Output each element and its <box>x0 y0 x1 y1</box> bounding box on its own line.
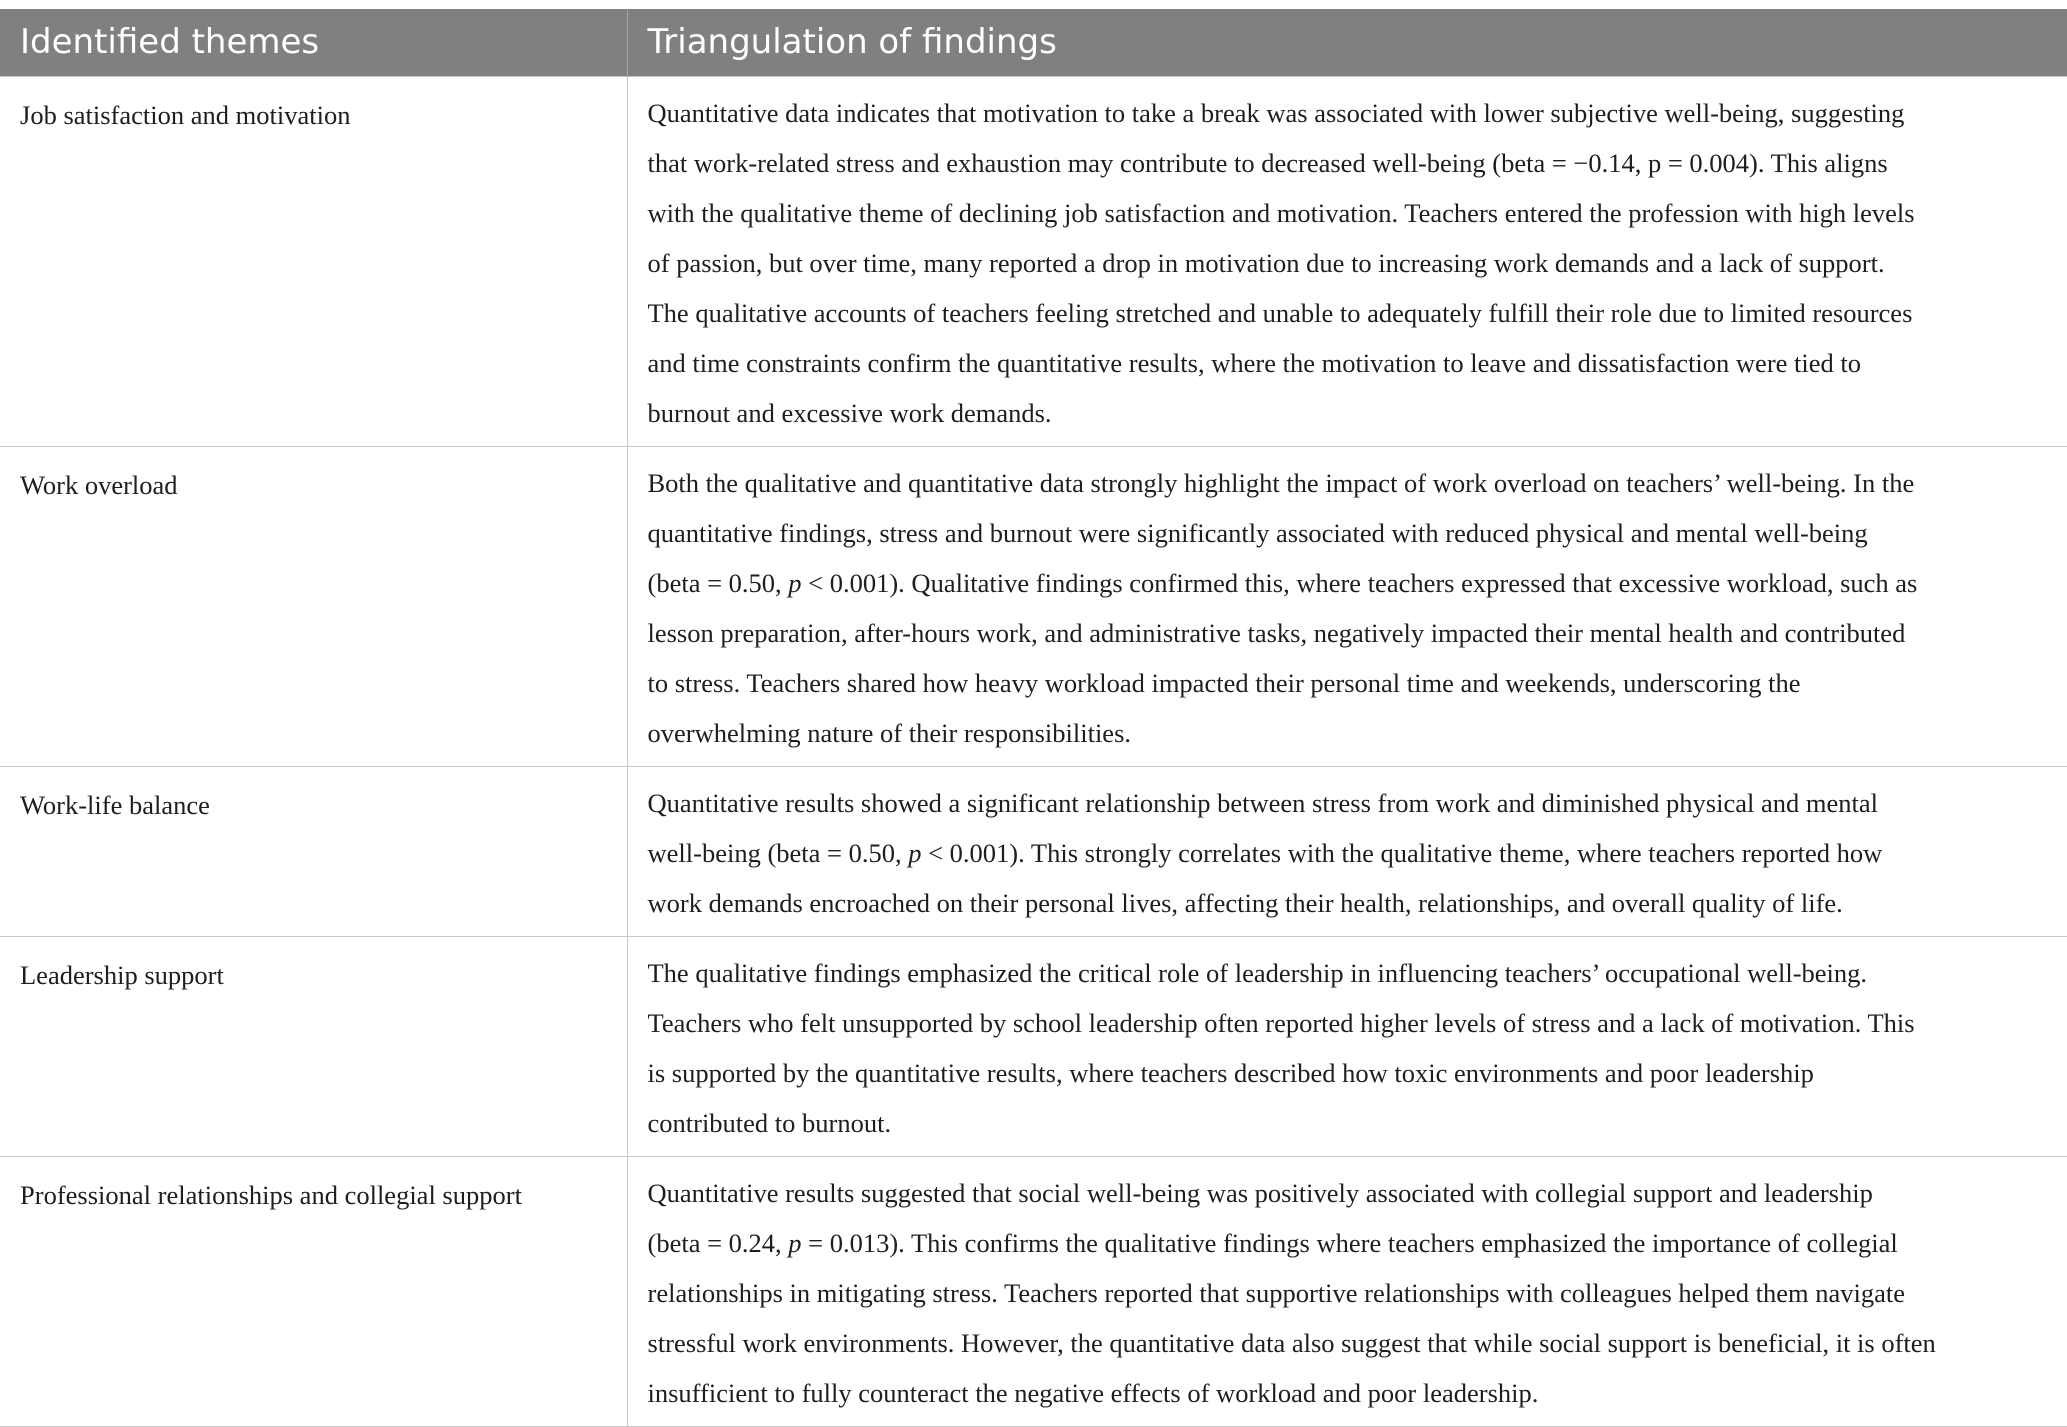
finding-cell <box>627 766 2067 936</box>
table-row <box>0 766 2067 936</box>
finding-line: burnout and excessive work demands. <box>647 397 1052 428</box>
finding-line: insufficient to fully counteract the negative effects of workload and poor leadership. <box>647 1377 1539 1408</box>
theme-cell <box>0 766 627 936</box>
table-header <box>0 9 2067 76</box>
header-triangulation-of-findings: Triangulation of findings <box>627 9 2067 76</box>
theme-cell <box>0 936 627 1156</box>
finding-line: and time constraints confirm the quantitative results, where the motivation to leave and dissatisfaction were tied to <box>647 347 1862 378</box>
theme-label: Leadership support <box>20 959 224 990</box>
finding-line: stressful work environments. However, the quantitative data also suggest that while social support is beneficial, it is often <box>647 1327 1936 1358</box>
finding-cell <box>627 76 2067 446</box>
theme-label: Job satisfaction and motivation <box>20 99 351 130</box>
table-row <box>0 76 2067 446</box>
finding-line: to stress. Teachers shared how heavy workload impacted their personal time and weekends, underscoring the <box>647 667 1801 698</box>
finding-line: Teachers who felt unsupported by school leadership often reported higher levels of stress and a lack of motivation. This <box>647 1007 1915 1038</box>
finding-line: The qualitative accounts of teachers feeling stretched and unable to adequately fulfill their role due to limited resources <box>647 297 1913 328</box>
finding-line: with the qualitative theme of declining job satisfaction and motivation. Teachers entered the profession with high levels <box>647 197 1915 228</box>
table-body <box>0 76 2067 1426</box>
table-row <box>0 1156 2067 1426</box>
finding-line: well-being (beta = 0.50, p < 0.001). This strongly correlates with the qualitative theme, where teachers reported how <box>647 837 1883 868</box>
theme-label: Work-life balance <box>20 789 210 820</box>
finding-line: The qualitative findings emphasized the critical role of leadership in influencing teachers’ occupational well-being. <box>647 957 1868 988</box>
theme-label: Professional relationships and collegial support <box>20 1179 522 1210</box>
finding-line: contributed to burnout. <box>647 1107 892 1138</box>
table-row <box>0 936 2067 1156</box>
finding-line: work demands encroached on their personal lives, affecting their health, relationships, and overall quality of life. <box>647 887 1843 918</box>
themes-table <box>0 9 2067 1427</box>
finding-line: Quantitative data indicates that motivation to take a break was associated with lower subjective well-being, suggesting <box>647 97 1905 128</box>
finding-cell <box>627 936 2067 1156</box>
header-identified-themes: Identified themes <box>0 9 627 76</box>
finding-line: quantitative findings, stress and burnout were significantly associated with reduced physical and mental well-being <box>647 517 1868 548</box>
theme-cell <box>0 1156 627 1426</box>
theme-label: Work overload <box>20 469 178 500</box>
finding-cell <box>627 446 2067 766</box>
finding-line: Quantitative results showed a significant relationship between stress from work and diminished physical and mental <box>647 787 1878 818</box>
finding-line: (beta = 0.50, p < 0.001). Qualitative findings confirmed this, where teachers expressed that excessive workload, such as <box>647 567 1918 598</box>
finding-cell <box>627 1156 2067 1426</box>
finding-line: relationships in mitigating stress. Teachers reported that supportive relationships with colleagues helped them navigate <box>647 1277 1906 1308</box>
finding-line: that work-related stress and exhaustion may contribute to decreased well-being (beta = −0.14, p = 0.004). This aligns <box>647 147 1888 178</box>
finding-line: Both the qualitative and quantitative data strongly highlight the impact of work overload on teachers’ well-being. In the <box>647 467 1915 498</box>
theme-cell <box>0 76 627 446</box>
finding-line: is supported by the quantitative results, where teachers described how toxic environments and poor leadership <box>647 1057 1814 1088</box>
triangulation-table <box>0 9 2067 1427</box>
table-row <box>0 446 2067 766</box>
header-row <box>0 9 2067 76</box>
finding-line: lesson preparation, after-hours work, and administrative tasks, negatively impacted their mental health and contributed <box>647 617 1906 648</box>
finding-line: (beta = 0.24, p = 0.013). This confirms the qualitative findings where teachers emphasized the importance of collegial <box>647 1227 1898 1258</box>
theme-cell <box>0 446 627 766</box>
finding-line: overwhelming nature of their responsibilities. <box>647 717 1132 748</box>
finding-line: of passion, but over time, many reported a drop in motivation due to increasing work demands and a lack of support. <box>647 247 1885 278</box>
finding-line: Quantitative results suggested that social well-being was positively associated with collegial support and leadership <box>647 1177 1873 1208</box>
